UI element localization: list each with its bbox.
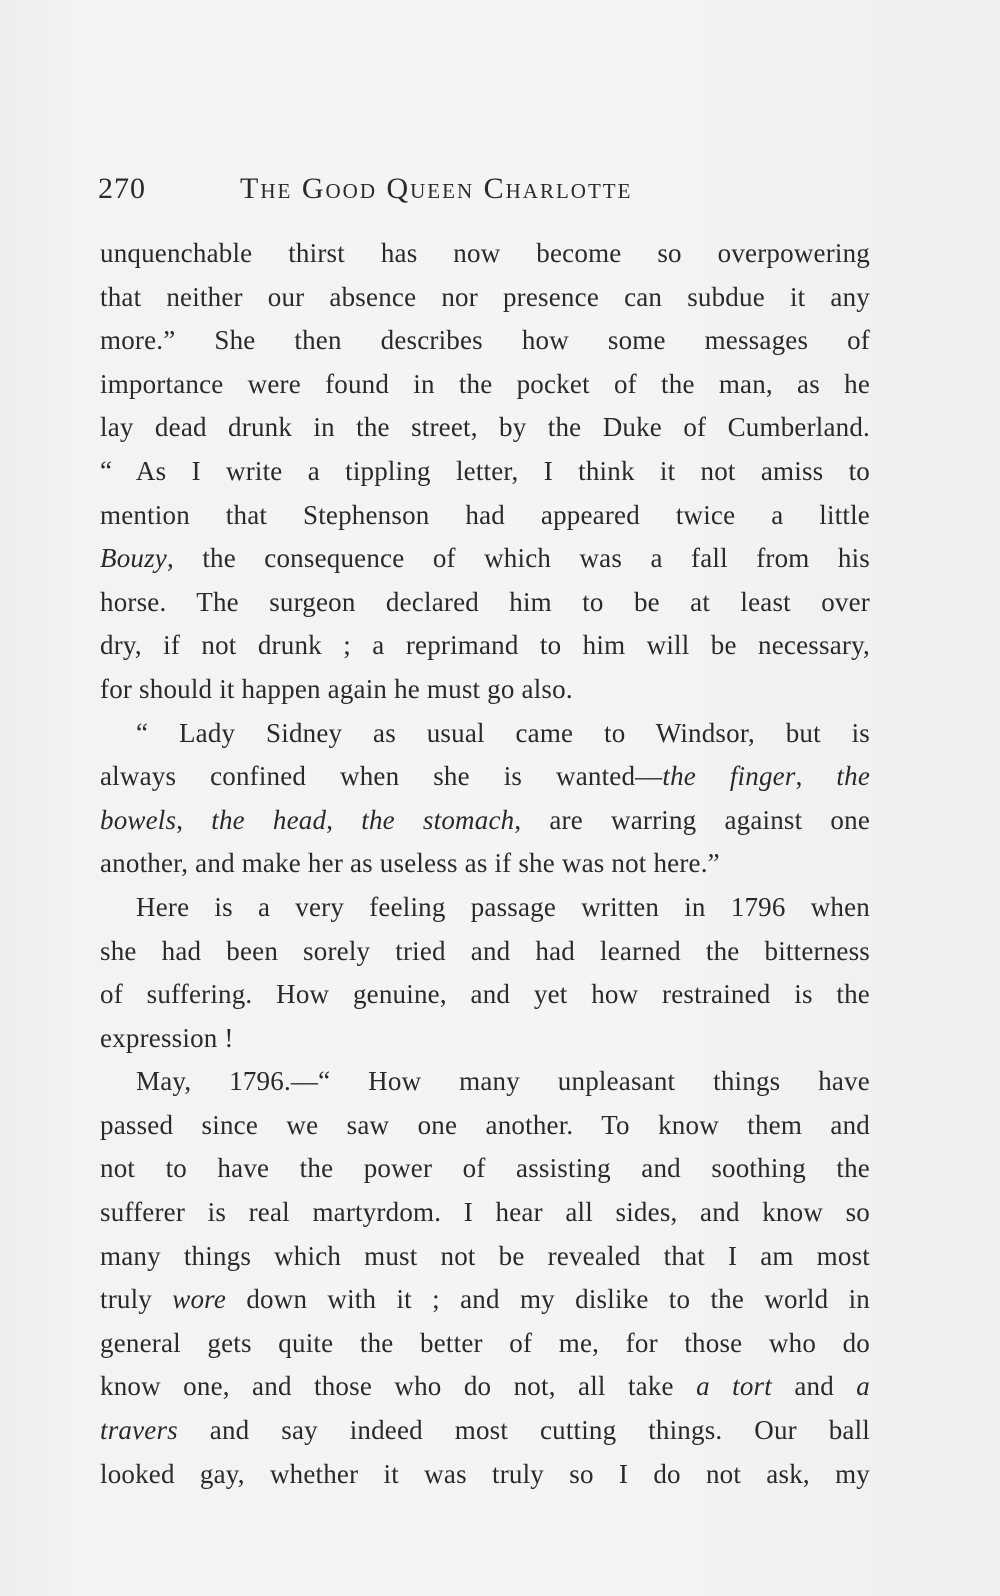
text-fragment: and [771, 1371, 857, 1402]
italic-phrase: the finger [662, 761, 796, 792]
text-line [100, 755, 870, 799]
italic-phrase: bowels [100, 804, 177, 835]
text-line [100, 1278, 870, 1322]
text-line: unquenchable thirst has now become so overpowering [100, 238, 870, 268]
text-line: she had been sorely tried and had learned the bitterness [100, 935, 870, 966]
text-line [100, 1365, 870, 1409]
text-line: May, 1796.—“ How many unpleasant things have [136, 1066, 870, 1097]
text-line [100, 1409, 870, 1453]
text-line: not to have the power of assisting and soothing the [100, 1153, 870, 1184]
text-line: importance were found in the pocket of the man, as he [100, 368, 870, 399]
text-fragment: know one, and those who do not, all take [100, 1371, 697, 1402]
text-fragment: , [795, 761, 837, 792]
text-fragment: down with it ; and my dislike to the world in [226, 1284, 870, 1315]
text-line: Here is a very feeling passage written in 1796 when [136, 891, 870, 922]
text-line: “ As I write a tippling letter, I think it not amiss to [100, 455, 870, 486]
text-line: horse. The surgeon declared him to be at least over [100, 586, 870, 617]
text-fragment: truly [100, 1284, 173, 1315]
text-line [100, 799, 870, 843]
text-fragment: , are warring against one [514, 804, 871, 835]
page-number: 270 [98, 172, 146, 205]
text-line: more.” She then describes how some messages of [100, 325, 870, 356]
italic-phrase: a tort [696, 1371, 772, 1402]
text-fragment: , [176, 804, 212, 835]
text-line: that neither our absence nor presence can subdue it any [100, 281, 870, 312]
running-head [98, 172, 868, 216]
running-title: The Good Queen Charlotte [240, 172, 633, 205]
italic-phrase: the stomach [361, 804, 515, 835]
text-line: mention that Stephenson had appeared twice a little [100, 499, 870, 530]
text-line: looked gay, whether it was truly so I do not ask, my [100, 1458, 870, 1489]
italic-phrase: the [836, 761, 871, 792]
text-line: another, and make her as useless as if she was not here.” [100, 848, 720, 879]
text-line [100, 537, 870, 581]
italic-phrase: the head [211, 804, 327, 835]
italic-word: a [856, 1371, 870, 1402]
text-line: sufferer is real martyrdom. I hear all sides, and know so [100, 1197, 870, 1228]
italic-word: Bouzy [100, 543, 167, 574]
text-line: of suffering. How genuine, and yet how restrained is the [100, 979, 870, 1010]
text-line: lay dead drunk in the street, by the Duke of Cumberland. [100, 412, 870, 443]
text-line: dry, if not drunk ; a reprimand to him will be necessary, [100, 630, 870, 661]
text-fragment: , the consequence of which was a fall from his [166, 543, 870, 574]
text-line: general gets quite the better of me, for those who do [100, 1327, 870, 1358]
text-fragment: and say indeed most cutting things. Our ball [177, 1415, 870, 1446]
text-line: many things which must not be revealed that I am most [100, 1240, 870, 1271]
text-line: expression ! [100, 1022, 234, 1053]
italic-word: travers [100, 1415, 178, 1446]
text-line: “ Lady Sidney as usual came to Windsor, but is [136, 717, 870, 748]
text-fragment: , [326, 804, 362, 835]
italic-word: wore [172, 1284, 227, 1315]
body-text [100, 232, 870, 1496]
text-line: passed since we saw one another. To know them and [100, 1109, 870, 1140]
text-line: for should it happen again he must go also. [100, 673, 573, 704]
text-fragment: always confined when she is wanted— [100, 761, 663, 792]
